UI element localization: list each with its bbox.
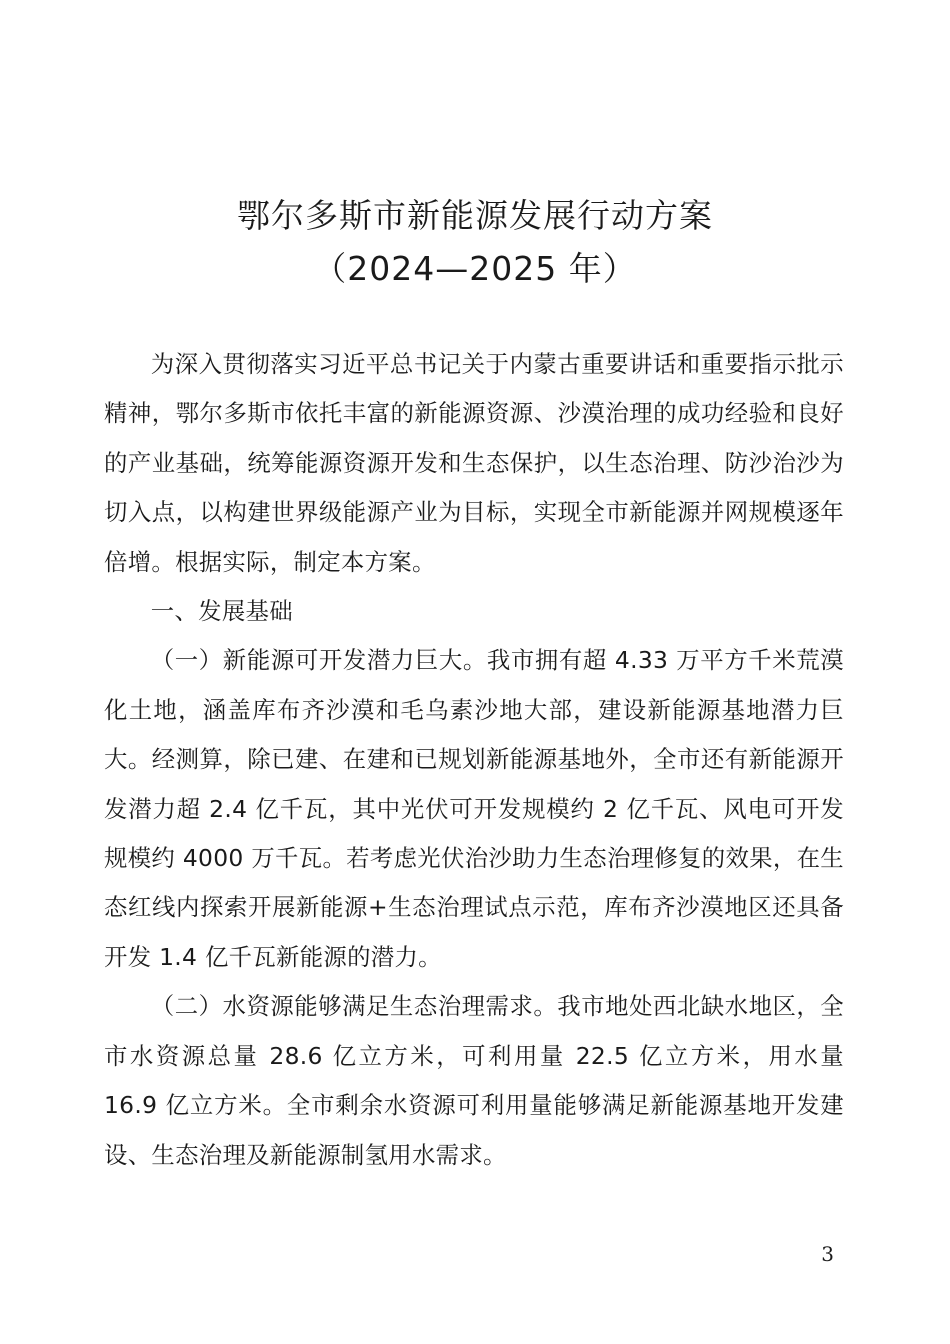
- page-number: 3: [821, 1242, 834, 1266]
- document-body: [104, 340, 844, 1180]
- document-title: 鄂尔多斯市新能源发展行动方案: [237, 196, 713, 235]
- intro-paragraph: 为深入贯彻落实习近平总书记关于内蒙古重要讲话和重要指示批示精神，鄂尔多斯市依托丰富的新能源资源、沙漠治理的成功经验和良好的产业基础，统筹能源资源开发和生态保护，以生态治理、防沙治沙为切入点，以构建世界级能源产业为目标，实现全市新能源并网规模逐年倍增。根据实际，制定本方案。: [104, 350, 844, 576]
- body-paragraph: （二）水资源能够满足生态治理需求。我市地处西北缺水地区，全市水资源总量 28.6 亿立方米，可利用量 22.5 亿立方米，用水量 16.9 亿立方米。全市剩余水资源可利用量能够满足新能源基地开发建设、生态治理及新能源制氢用水需求。: [104, 992, 844, 1169]
- section-heading: 一、发展基础: [150, 597, 293, 626]
- document-subtitle: （2024—2025 年）: [313, 249, 637, 288]
- body-paragraph: （一）新能源可开发潜力巨大。我市拥有超 4.33 万平方千米荒漠化土地，涵盖库布齐沙漠和毛乌素沙地大部，建设新能源基地潜力巨大。经测算，除已建、在建和已规划新能源基地外，全市还有新能源开发潜力超 2.4 亿千瓦，其中光伏可开发规模约 2 亿千瓦、风电可开发规模约 4000 万千瓦。若考虑光伏治沙助力生态治理修复的效果，在生态红线内探索开展新能源+生态治理试点示范，库布齐沙漠地区还具备开发 1.4 亿千瓦新能源的潜力。: [104, 646, 844, 971]
